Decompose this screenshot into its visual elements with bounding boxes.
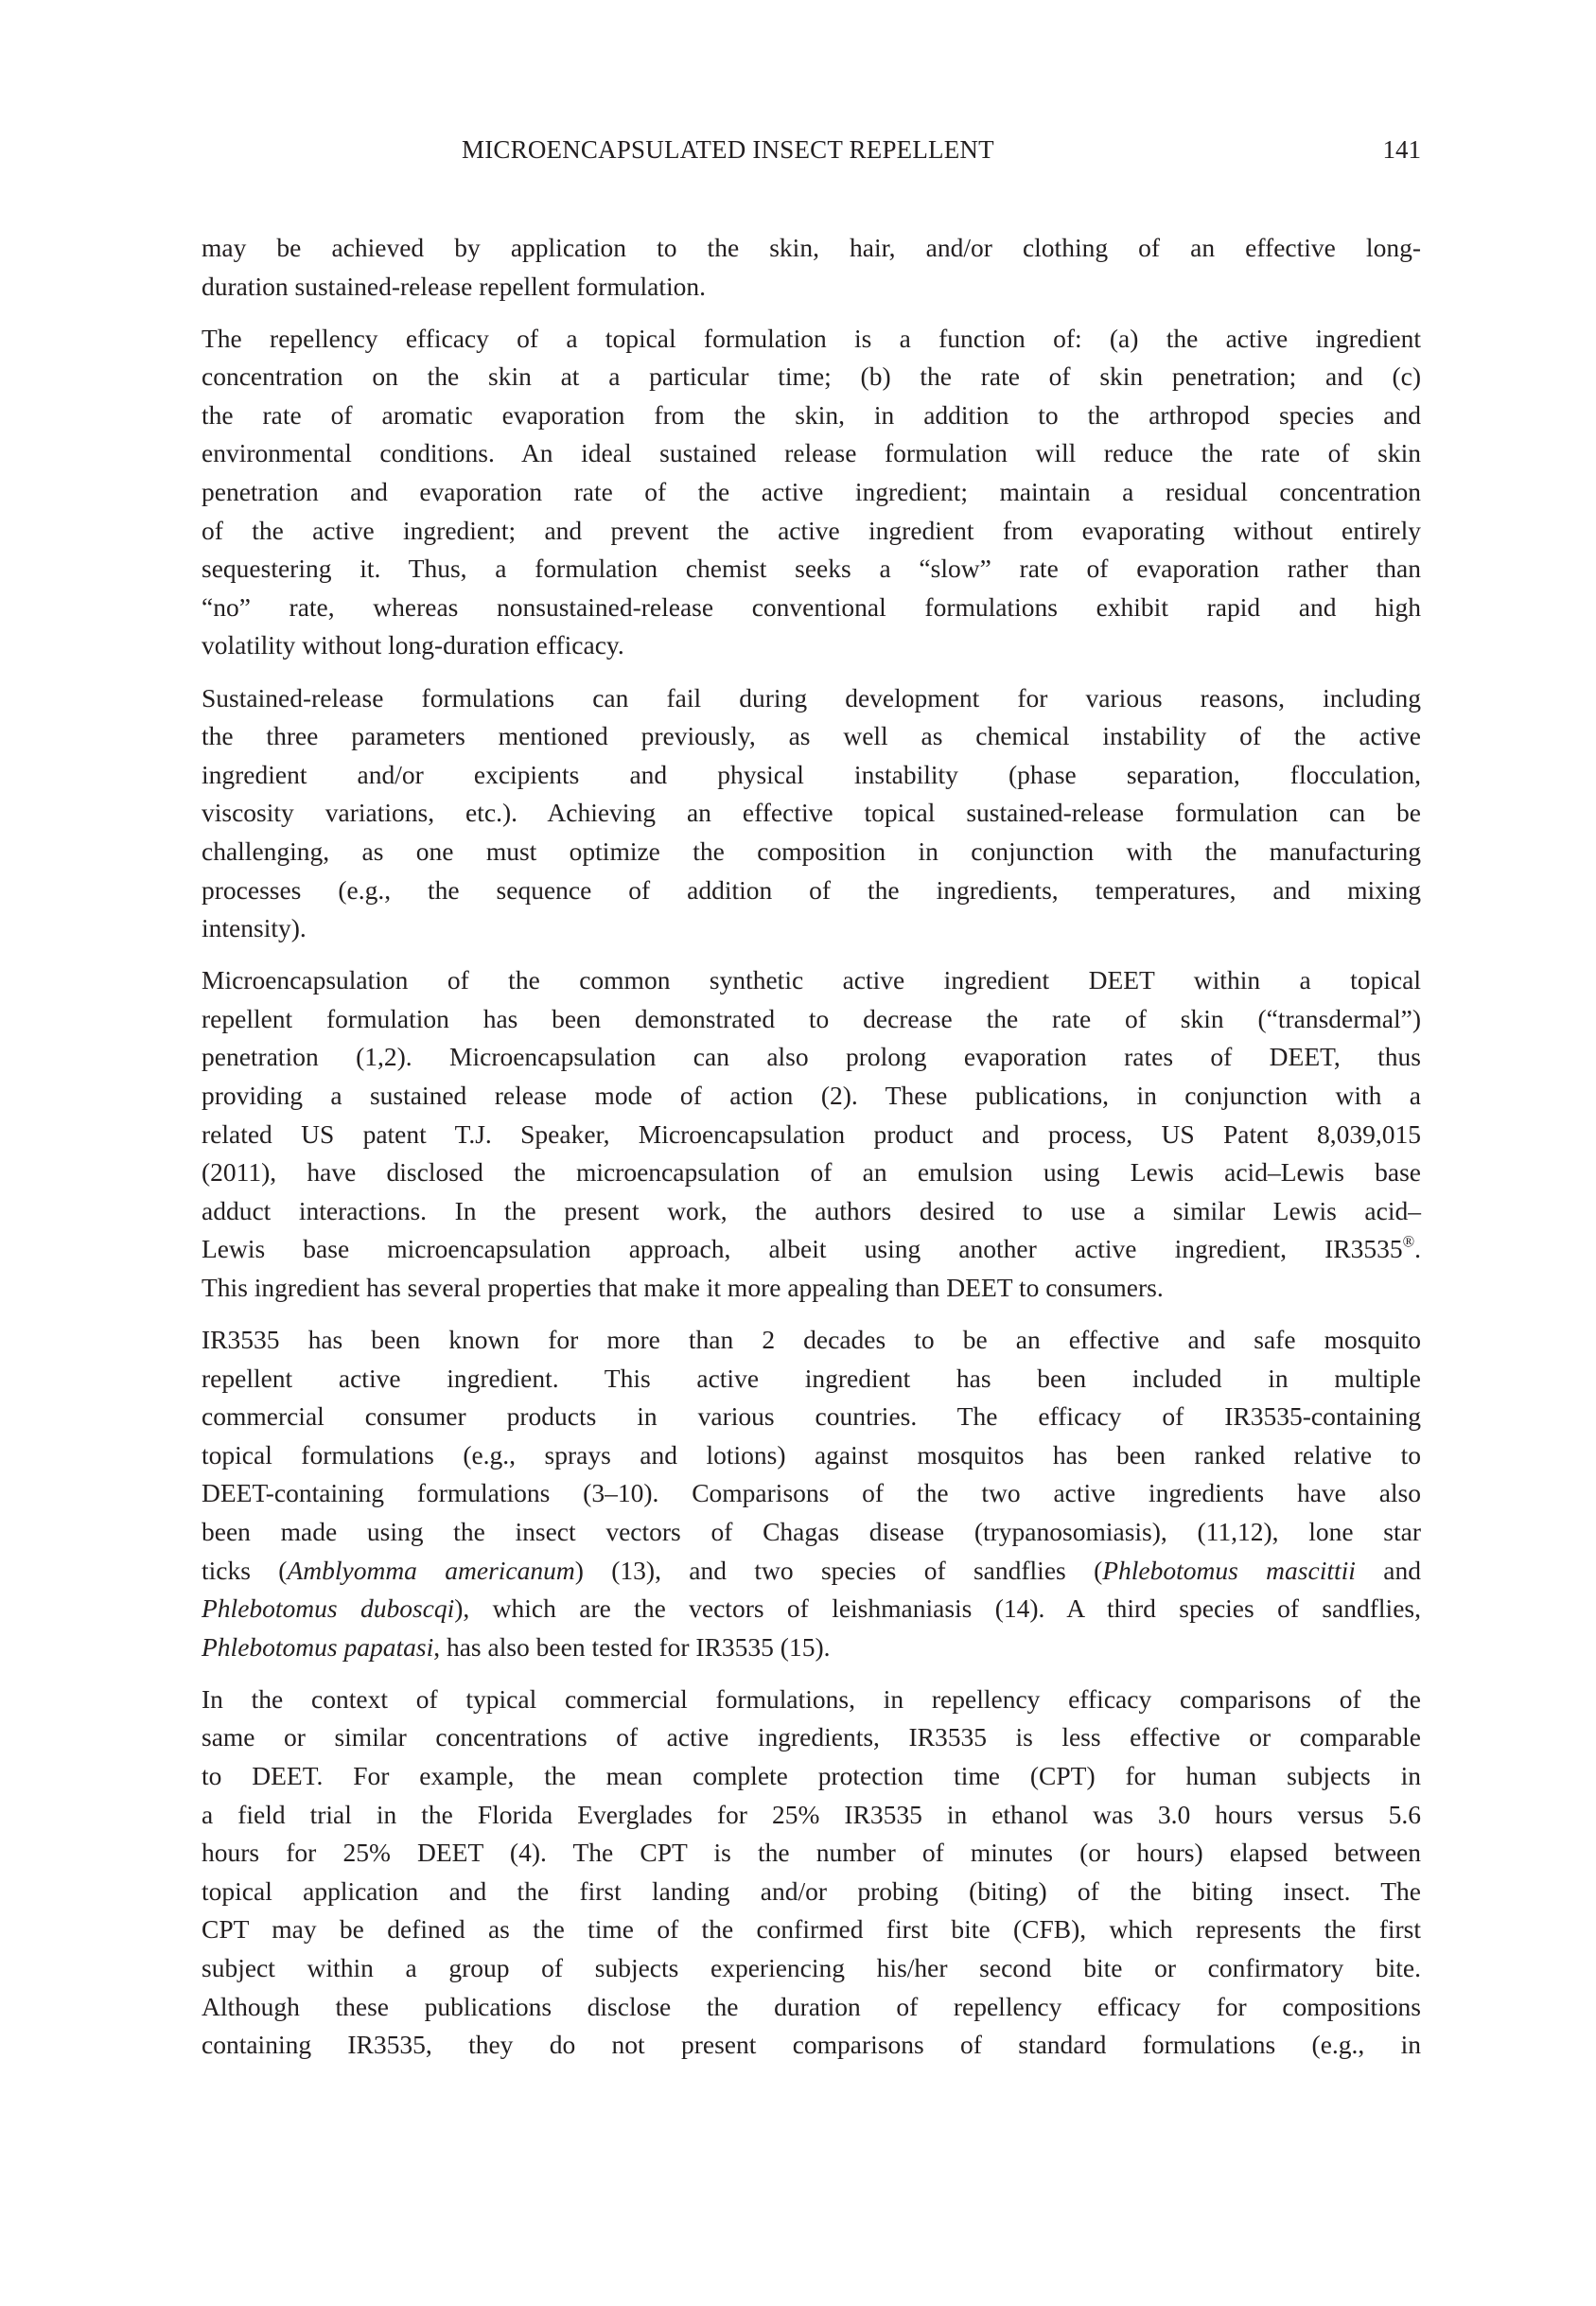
- italic-term: Phlebotomus duboscqi: [202, 1593, 455, 1624]
- text-line: [202, 1360, 1421, 1399]
- text-line: [202, 396, 1421, 435]
- page-number: 141: [1382, 135, 1421, 164]
- text-line: [202, 1269, 1421, 1308]
- text-line: [202, 717, 1421, 756]
- text-segment: In the context of typical commercial formulations, in repellency efficacy comparisons of the: [202, 1683, 1421, 1714]
- text-segment: ingredient and/or excipients and physical instability (phase separation, flocculation,: [202, 759, 1421, 789]
- text-line: [202, 1000, 1421, 1039]
- text-segment: the three parameters mentioned previously, as well as chemical instability of the active: [202, 721, 1421, 751]
- text-segment: adduct interactions. In the present work, the authors desired to use a similar Lewis acid–: [202, 1195, 1421, 1225]
- text-segment: ) (13), and two species of sandflies (: [574, 1555, 1103, 1585]
- text-line: [202, 871, 1421, 910]
- text-line: [202, 1796, 1421, 1835]
- text-segment: CPT may be defined as the time of the confirmed first bite (CFB), which represents the first: [202, 1914, 1421, 1945]
- text-segment: concentration on the skin at a particular time; (b) the rate of skin penetration; and (c): [202, 361, 1421, 392]
- text-segment: to DEET. For example, the mean complete protection time (CPT) for human subjects in: [202, 1761, 1421, 1791]
- paragraph: [202, 229, 1421, 306]
- text-segment: processes (e.g., the sequence of addition of the ingredients, temperatures, and mixing: [202, 874, 1421, 905]
- text-segment: “no” rate, whereas nonsustained-release conventional formulations exhibit rapid and high: [202, 591, 1421, 622]
- text-line: [202, 1988, 1421, 2027]
- text-line: [202, 909, 1421, 948]
- text-line: [202, 550, 1421, 589]
- text-segment: environmental conditions. An ideal sustained release formulation will reduce the rate of skin: [202, 438, 1421, 468]
- text-line: [202, 1321, 1421, 1360]
- text-line: [202, 626, 1421, 665]
- text-segment: of the active ingredient; and prevent the active ingredient from evaporating without entirely: [202, 515, 1421, 545]
- text-line: [202, 833, 1421, 871]
- text-line: [202, 1038, 1421, 1077]
- text-line: [202, 1834, 1421, 1873]
- text-line: [202, 268, 1421, 307]
- text-line: [202, 1153, 1421, 1192]
- text-segment: Microencapsulation of the common synthetic active ingredient DEET within a topical: [202, 965, 1421, 995]
- text-line: [202, 1949, 1421, 1988]
- text-segment: topical formulations (e.g., sprays and lotions) against mosquitos has been ranked relative to: [202, 1439, 1421, 1470]
- text-segment: same or similar concentrations of active ingredients, IR3535 is less effective or comparable: [202, 1722, 1421, 1752]
- text-line: [202, 2026, 1421, 2065]
- text-segment: penetration (1,2). Microencapsulation can also prolong evaporation rates of DEET, thus: [202, 1042, 1421, 1072]
- text-segment: viscosity variations, etc.). Achieving an effective topical sustained-release formulation can be: [202, 798, 1421, 828]
- text-line: [202, 1436, 1421, 1475]
- text-line: [202, 1116, 1421, 1154]
- text-line: [202, 229, 1421, 268]
- text-line: [202, 358, 1421, 396]
- italic-term: Phlebotomus papatasi: [202, 1631, 434, 1662]
- text-segment: DEET-containing formulations (3–10). Comparisons of the two active ingredients have also: [202, 1478, 1421, 1508]
- text-line: [202, 1513, 1421, 1552]
- text-line: [202, 794, 1421, 833]
- text-line: [202, 434, 1421, 473]
- text-line: [202, 589, 1421, 627]
- text-line: [202, 1628, 1421, 1667]
- running-head-title: MICROENCAPSULATED INSECT REPELLENT: [462, 135, 994, 164]
- text-segment: intensity).: [202, 913, 307, 943]
- text-segment: a field trial in the Florida Everglades for 25% IR3535 in ethanol was 3.0 hours versus 5.6: [202, 1799, 1421, 1829]
- paragraph: [202, 1681, 1421, 2065]
- text-line: [202, 1873, 1421, 1911]
- text-segment: subject within a group of subjects experiencing his/her second bite or confirmatory bite.: [202, 1953, 1421, 1983]
- text-segment: providing a sustained release mode of action (2). These publications, in conjunction with a: [202, 1080, 1421, 1110]
- text-line: [202, 1077, 1421, 1116]
- text-segment: IR3535 has been known for more than 2 decades to be an effective and safe mosquito: [202, 1325, 1421, 1355]
- italic-term: Phlebotomus mascittii: [1102, 1555, 1356, 1585]
- paragraph: [202, 961, 1421, 1307]
- text-segment: ticks (: [202, 1555, 288, 1585]
- text-segment: The repellency efficacy of a topical formulation is a function of: (a) the active ingredient: [202, 323, 1421, 353]
- text-line: [202, 1718, 1421, 1757]
- text-segment: commercial consumer products in various countries. The efficacy of IR3535-containing: [202, 1401, 1421, 1432]
- text-line: [202, 473, 1421, 512]
- text-segment: duration sustained-release repellent formulation.: [202, 271, 707, 301]
- text-line: [202, 1910, 1421, 1949]
- paragraph: [202, 320, 1421, 665]
- text-segment: Although these publications disclose the duration of repellency efficacy for compositions: [202, 1991, 1421, 2021]
- text-segment: hours for 25% DEET (4). The CPT is the number of minutes (or hours) elapsed between: [202, 1838, 1421, 1868]
- text-segment: Lewis base microencapsulation approach, albeit using another active ingredient, IR3535: [202, 1234, 1403, 1264]
- text-line: [202, 961, 1421, 1000]
- text-segment: containing IR3535, they do not present comparisons of standard formulations (e.g., in: [202, 2030, 1421, 2060]
- text-segment: repellent active ingredient. This active ingredient has been included in multiple: [202, 1363, 1421, 1393]
- text-segment: This ingredient has several properties that make it more appealing than DEET to consumers.: [202, 1272, 1164, 1302]
- text-line: [202, 1398, 1421, 1436]
- text-segment: related US patent T.J. Speaker, Microencapsulation product and process, US Patent 8,039,015: [202, 1118, 1421, 1149]
- text-line: [202, 1192, 1421, 1231]
- text-segment: volatility without long-duration efficacy.: [202, 630, 624, 660]
- text-line: [202, 1230, 1421, 1269]
- text-line: [202, 1474, 1421, 1513]
- text-line: [202, 1681, 1421, 1719]
- text-segment: the rate of aromatic evaporation from the skin, in addition to the arthropod species and: [202, 399, 1421, 430]
- body-text: [202, 229, 1421, 2078]
- text-segment: (2011), have disclosed the microencapsulation of an emulsion using Lewis acid–Lewis base: [202, 1157, 1421, 1188]
- text-segment: may be achieved by application to the skin, hair, and/or clothing of an effective long-: [202, 233, 1421, 262]
- paragraph: [202, 1321, 1421, 1666]
- text-line: [202, 1590, 1421, 1628]
- running-head: [202, 131, 1421, 168]
- text-segment: repellent formulation has been demonstrated to decrease the rate of skin (“transdermal”): [202, 1003, 1421, 1033]
- text-segment: .: [1414, 1234, 1421, 1264]
- text-segment: challenging, as one must optimize the composition in conjunction with the manufacturing: [202, 836, 1421, 866]
- text-line: [202, 756, 1421, 795]
- text-segment: been made using the insect vectors of Chagas disease (trypanosomiasis), (11,12), lone star: [202, 1517, 1421, 1546]
- text-segment: , has also been tested for IR3535 (15).: [433, 1631, 831, 1662]
- text-line: [202, 679, 1421, 718]
- text-segment: topical application and the first landing and/or probing (biting) of the biting insect. The: [202, 1875, 1421, 1906]
- text-line: [202, 1552, 1421, 1591]
- text-line: [202, 512, 1421, 551]
- text-segment: Sustained-release formulations can fail during development for various reasons, including: [202, 682, 1421, 713]
- text-line: [202, 320, 1421, 359]
- text-segment: penetration and evaporation rate of the active ingredient; maintain a residual concentration: [202, 477, 1421, 507]
- text-segment: and: [1355, 1555, 1421, 1585]
- registered-mark: ®: [1402, 1232, 1415, 1251]
- text-segment: ), which are the vectors of leishmaniasis (14). A third species of sandflies,: [454, 1593, 1421, 1624]
- italic-term: Amblyomma americanum: [287, 1555, 575, 1585]
- text-line: [202, 1757, 1421, 1796]
- text-segment: sequestering it. Thus, a formulation chemist seeks a “slow” rate of evaporation rather than: [202, 554, 1421, 584]
- paragraph: [202, 679, 1421, 948]
